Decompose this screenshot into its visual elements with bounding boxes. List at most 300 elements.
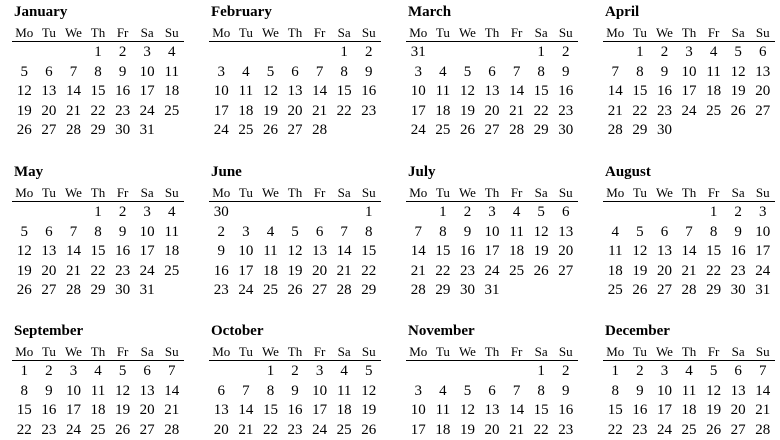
weekday-header	[12, 25, 184, 42]
day-cell	[504, 43, 529, 63]
day-cell: 21	[509, 102, 525, 119]
day-cell: 11	[164, 223, 179, 240]
weekday-label: Tu	[41, 185, 56, 200]
day-cell: 5	[636, 223, 644, 240]
day-cell: 29	[632, 122, 648, 139]
weekday-label: Th	[681, 344, 697, 359]
day-cell: 4	[168, 44, 176, 60]
weekday-label: Fr	[510, 344, 523, 359]
day-cell: 26	[287, 282, 303, 299]
day-cell: 22	[533, 102, 549, 119]
day-cell: 14	[509, 402, 525, 419]
day-cell: 10	[656, 382, 672, 399]
week-row	[603, 281, 775, 301]
day-cell	[356, 121, 381, 141]
day-cell: 26	[262, 122, 278, 139]
day-cell: 12	[361, 382, 377, 399]
month-10	[406, 322, 578, 440]
day-cell: 28	[65, 282, 81, 299]
day-cell: 10	[484, 223, 500, 240]
month-0	[12, 3, 184, 141]
weekday-label: Su	[755, 185, 770, 200]
day-cell: 2	[118, 44, 127, 60]
day-cell	[37, 203, 62, 223]
day-cell: 11	[263, 243, 278, 260]
month-title: January	[14, 4, 68, 20]
weekday-label: Sa	[731, 344, 745, 359]
day-cell: 20	[213, 421, 229, 438]
weekday-label: Th	[287, 25, 303, 40]
day-cell: 3	[488, 204, 496, 220]
day-cell: 13	[41, 243, 57, 260]
day-cell: 30	[656, 122, 672, 139]
day-cell: 1	[439, 204, 447, 220]
weekday-label: Th	[484, 25, 500, 40]
day-cell: 20	[484, 421, 500, 438]
day-cell: 18	[164, 243, 180, 260]
weekday-label: Su	[361, 185, 376, 200]
day-cell: 19	[459, 421, 475, 438]
day-cell: 1	[537, 44, 545, 60]
day-cell: 26	[706, 421, 722, 438]
week-row	[209, 102, 381, 122]
day-cell: 9	[562, 382, 570, 399]
day-cell	[332, 121, 357, 141]
day-cell: 24	[139, 262, 155, 279]
day-cell: 1	[537, 363, 545, 379]
day-cell: 21	[607, 102, 623, 119]
week-row	[12, 102, 184, 122]
month-5	[209, 163, 381, 301]
day-cell: 16	[115, 243, 131, 260]
weekday-label: Sa	[337, 25, 351, 40]
day-cell	[307, 203, 332, 223]
week-row	[12, 242, 184, 262]
day-cell: 12	[730, 63, 746, 80]
day-cell: 17	[656, 402, 672, 419]
week-row	[12, 281, 184, 301]
day-cell: 25	[90, 421, 106, 438]
day-cell: 17	[312, 402, 328, 419]
week-row	[12, 121, 184, 141]
week-row	[603, 262, 775, 282]
day-cell	[406, 362, 431, 382]
day-cell: 8	[709, 223, 718, 240]
day-cell: 30	[115, 122, 131, 139]
day-cell: 17	[238, 262, 254, 279]
day-cell: 7	[168, 363, 176, 379]
weekday-label: Fr	[313, 344, 326, 359]
day-cell: 6	[660, 223, 669, 240]
day-cell: 11	[336, 382, 352, 399]
day-cell	[504, 362, 529, 382]
day-cell: 21	[238, 421, 254, 438]
day-cell: 4	[94, 363, 102, 379]
day-cell: 9	[660, 63, 669, 80]
day-cell: 17	[139, 243, 155, 260]
weekday-label: We	[64, 344, 82, 359]
month-6	[406, 163, 578, 301]
day-cell: 6	[562, 204, 570, 220]
weekday-label: Mo	[212, 344, 231, 359]
week-row	[12, 82, 184, 102]
weekday-label: Mo	[409, 185, 428, 200]
week-row	[406, 382, 578, 402]
day-cell	[159, 281, 184, 301]
weekday-label: Tu	[632, 344, 647, 359]
month-title: September	[14, 323, 84, 339]
day-cell: 1	[266, 363, 275, 379]
day-cell: 27	[656, 282, 672, 299]
day-cell: 23	[213, 282, 229, 299]
day-cell: 8	[340, 63, 348, 80]
week-row	[209, 63, 381, 83]
weekday-label: Fr	[313, 25, 326, 40]
day-cell: 18	[164, 83, 180, 100]
weekday-label: Fr	[510, 25, 523, 40]
day-cell: 20	[41, 262, 57, 279]
month-title: June	[211, 164, 242, 180]
day-cell: 1	[636, 44, 644, 60]
week-row	[406, 102, 578, 122]
day-cell: 18	[435, 421, 451, 438]
day-cell: 15	[262, 402, 278, 419]
day-cell: 5	[291, 223, 299, 240]
day-cell: 8	[94, 63, 102, 80]
day-cell: 8	[266, 382, 275, 399]
week-row	[406, 401, 578, 421]
day-cell	[553, 281, 578, 301]
week-row	[209, 421, 381, 440]
day-cell	[209, 362, 234, 382]
weekday-label: Sa	[534, 25, 548, 40]
day-cell: 10	[238, 243, 254, 260]
day-cell: 6	[45, 223, 53, 240]
day-cell	[455, 362, 480, 382]
day-cell: 7	[611, 63, 620, 80]
day-cell: 6	[488, 63, 496, 80]
day-cell	[677, 121, 702, 141]
day-cell: 14	[410, 243, 426, 260]
day-cell: 5	[365, 363, 373, 379]
week-row	[12, 63, 184, 83]
day-cell: 25	[238, 122, 254, 139]
day-cell: 28	[164, 421, 180, 438]
day-cell: 5	[709, 363, 718, 379]
weekday-label: Sa	[731, 185, 745, 200]
day-cell: 18	[681, 402, 697, 419]
weekday-label: Fr	[116, 344, 129, 359]
day-cell: 16	[361, 83, 377, 100]
day-cell: 22	[336, 102, 352, 119]
weekday-label: We	[458, 25, 476, 40]
day-cell: 4	[512, 204, 521, 220]
week-row	[406, 362, 578, 382]
day-cell: 16	[287, 402, 303, 419]
day-cell: 29	[90, 122, 106, 139]
day-cell: 3	[685, 44, 693, 60]
day-cell: 7	[69, 223, 78, 240]
week-row	[603, 242, 775, 262]
day-cell: 12	[533, 223, 549, 240]
day-cell: 9	[734, 223, 742, 240]
day-cell: 13	[287, 83, 303, 100]
weekday-label: Fr	[510, 185, 523, 200]
day-cell: 19	[16, 102, 32, 119]
day-cell: 17	[755, 243, 771, 260]
day-cell: 19	[632, 262, 648, 279]
day-cell: 2	[291, 363, 299, 379]
day-cell: 5	[537, 204, 545, 220]
weekday-label: Tu	[238, 25, 253, 40]
weekday-label: Sa	[534, 344, 548, 359]
week-row	[12, 203, 184, 223]
day-cell: 21	[509, 421, 525, 438]
day-cell: 2	[463, 204, 472, 220]
day-cell: 17	[410, 421, 426, 438]
weekday-label: Sa	[337, 185, 351, 200]
day-cell	[431, 43, 456, 63]
day-cell: 15	[533, 83, 549, 100]
day-cell: 3	[69, 363, 78, 379]
weekday-label: We	[655, 25, 673, 40]
day-cell: 24	[312, 421, 328, 438]
weekday-label: Th	[287, 344, 303, 359]
weekday-label: Su	[558, 344, 573, 359]
day-cell: 21	[755, 402, 771, 419]
weekday-label: Th	[287, 185, 303, 200]
week-row	[603, 43, 775, 63]
day-cell	[283, 43, 308, 63]
week-row	[406, 262, 578, 282]
day-cell: 3	[660, 363, 669, 379]
day-cell: 29	[435, 282, 451, 299]
day-cell: 24	[656, 421, 672, 438]
week-row	[209, 223, 381, 243]
day-cell: 23	[459, 262, 475, 279]
week-row	[12, 43, 184, 63]
weekday-label: Tu	[435, 25, 450, 40]
week-row	[12, 421, 184, 440]
day-cell: 15	[361, 243, 377, 260]
day-cell: 31	[484, 282, 500, 299]
day-cell	[234, 203, 259, 223]
day-cell: 15	[336, 83, 352, 100]
weekday-label: Mo	[212, 25, 231, 40]
day-cell: 13	[558, 223, 574, 240]
week-row	[603, 382, 775, 402]
day-cell: 27	[755, 102, 771, 119]
week-row	[12, 262, 184, 282]
day-cell: 2	[118, 204, 127, 220]
weekday-label: Fr	[116, 25, 129, 40]
day-cell	[37, 43, 62, 63]
day-cell: 7	[512, 63, 521, 80]
day-cell: 13	[484, 83, 500, 100]
day-cell: 13	[755, 63, 771, 80]
day-cell: 13	[656, 243, 672, 260]
weekday-label: Sa	[140, 25, 154, 40]
day-cell: 28	[509, 122, 525, 139]
day-cell: 28	[681, 282, 697, 299]
day-cell	[234, 362, 259, 382]
day-cell: 26	[115, 421, 131, 438]
day-cell: 26	[533, 262, 549, 279]
day-cell: 4	[709, 44, 718, 60]
weekday-label: Sa	[337, 344, 351, 359]
day-cell: 1	[94, 204, 102, 220]
week-row	[603, 421, 775, 440]
day-cell: 6	[143, 363, 151, 379]
week-row	[209, 281, 381, 301]
day-cell	[332, 203, 357, 223]
month-4	[12, 163, 184, 301]
day-cell: 20	[484, 102, 500, 119]
day-cell: 25	[681, 421, 697, 438]
weekday-label: We	[64, 25, 82, 40]
month-11	[603, 322, 775, 440]
day-cell: 18	[238, 102, 254, 119]
day-cell: 16	[632, 402, 648, 419]
day-cell	[677, 203, 702, 223]
day-cell	[258, 43, 283, 63]
day-cell: 17	[681, 83, 697, 100]
day-cell: 26	[632, 282, 648, 299]
day-cell: 24	[410, 122, 426, 139]
day-cell: 8	[537, 382, 545, 399]
weekday-label: We	[458, 185, 476, 200]
day-cell	[628, 203, 653, 223]
day-cell: 18	[90, 402, 106, 419]
weekday-label: Su	[361, 25, 376, 40]
weekday-label: Mo	[409, 344, 428, 359]
day-cell: 11	[435, 402, 451, 419]
day-cell: 1	[20, 363, 29, 379]
day-cell: 25	[336, 421, 352, 438]
day-cell: 8	[20, 382, 29, 399]
day-cell: 20	[656, 262, 672, 279]
day-cell: 29	[706, 282, 722, 299]
weekday-label: Fr	[116, 185, 129, 200]
day-cell: 11	[164, 63, 179, 80]
day-cell: 12	[115, 382, 131, 399]
month-title: October	[211, 323, 264, 339]
day-cell: 16	[656, 83, 672, 100]
day-cell: 11	[608, 243, 623, 260]
day-cell: 16	[558, 83, 574, 100]
day-cell	[480, 362, 505, 382]
day-cell: 25	[435, 122, 451, 139]
day-cell: 25	[164, 102, 180, 119]
day-cell: 10	[139, 223, 155, 240]
week-row	[603, 401, 775, 421]
day-cell: 21	[164, 402, 180, 419]
day-cell: 20	[287, 102, 303, 119]
weekday-header	[406, 25, 578, 42]
month-8	[12, 322, 184, 440]
weekday-label: Fr	[707, 185, 720, 200]
day-cell: 20	[312, 262, 328, 279]
weekday-label: Mo	[212, 185, 231, 200]
day-cell: 25	[164, 262, 180, 279]
day-cell	[307, 43, 332, 63]
day-cell	[701, 121, 726, 141]
day-cell: 16	[115, 83, 131, 100]
weekday-label: We	[655, 344, 673, 359]
day-cell: 7	[340, 223, 348, 240]
day-cell: 14	[509, 83, 525, 100]
weekday-label: Su	[164, 344, 179, 359]
day-cell: 7	[315, 63, 324, 80]
day-cell	[603, 43, 628, 63]
day-cell: 13	[213, 402, 229, 419]
day-cell	[726, 121, 751, 141]
week-row	[406, 63, 578, 83]
day-cell: 8	[365, 223, 373, 240]
weekday-header	[603, 185, 775, 202]
day-cell: 2	[562, 44, 570, 60]
month-title: December	[605, 323, 670, 339]
day-cell: 2	[365, 44, 373, 60]
weekday-header	[209, 25, 381, 42]
day-cell	[258, 203, 283, 223]
day-cell: 29	[90, 282, 106, 299]
weekday-label: We	[261, 185, 279, 200]
day-cell: 15	[90, 83, 106, 100]
day-cell: 22	[607, 421, 623, 438]
day-cell: 9	[45, 382, 53, 399]
day-cell: 17	[484, 243, 500, 260]
day-cell: 9	[291, 382, 299, 399]
day-cell: 22	[90, 262, 106, 279]
week-row	[603, 82, 775, 102]
day-cell: 7	[512, 382, 521, 399]
day-cell: 23	[287, 421, 303, 438]
day-cell: 2	[636, 363, 644, 379]
day-cell	[12, 43, 37, 63]
day-cell: 10	[139, 63, 155, 80]
day-cell	[480, 43, 505, 63]
day-cell: 9	[636, 382, 644, 399]
day-cell: 1	[611, 363, 620, 379]
day-cell: 12	[459, 83, 475, 100]
weekday-header	[12, 344, 184, 361]
weekday-label: Mo	[606, 185, 625, 200]
day-cell: 14	[65, 243, 81, 260]
week-row	[406, 203, 578, 223]
day-cell	[209, 43, 234, 63]
day-cell	[455, 43, 480, 63]
day-cell: 4	[266, 223, 275, 240]
day-cell: 22	[16, 421, 32, 438]
day-cell: 26	[730, 102, 746, 119]
day-cell: 16	[730, 243, 746, 260]
day-cell: 15	[435, 243, 451, 260]
day-cell	[12, 203, 37, 223]
day-cell: 27	[139, 421, 155, 438]
day-cell: 21	[336, 262, 352, 279]
weekday-header	[12, 185, 184, 202]
day-cell: 30	[459, 282, 475, 299]
day-cell: 10	[755, 223, 771, 240]
weekday-label: Mo	[409, 25, 428, 40]
weekday-label: Su	[558, 185, 573, 200]
weekday-label: Mo	[606, 344, 625, 359]
day-cell: 10	[410, 402, 426, 419]
day-cell: 15	[706, 243, 722, 260]
day-cell: 23	[115, 102, 131, 119]
day-cell: 9	[463, 223, 472, 240]
